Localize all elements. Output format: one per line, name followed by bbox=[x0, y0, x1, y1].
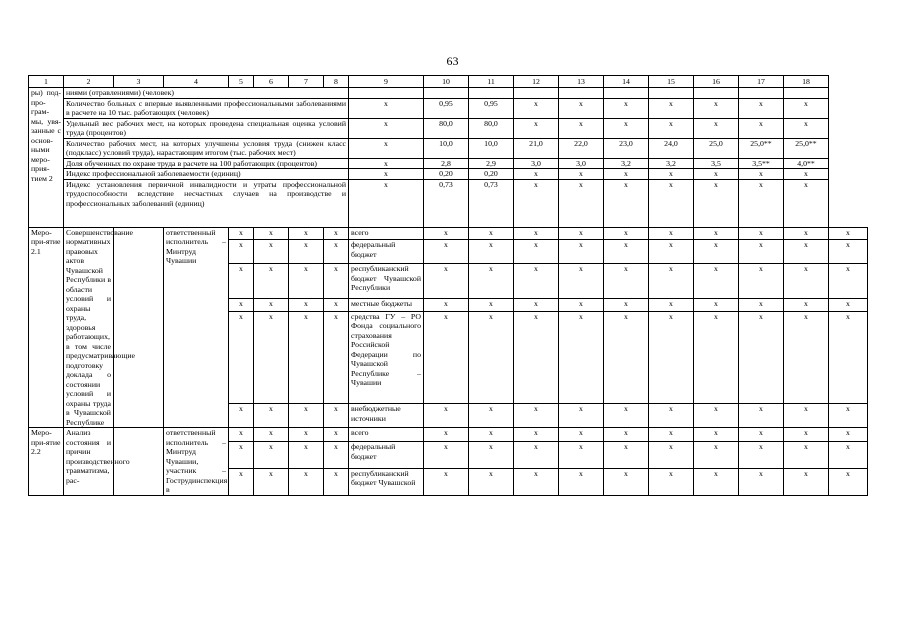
funding-value: x bbox=[739, 227, 784, 240]
indicator-value: x bbox=[739, 179, 784, 227]
indicator-value bbox=[514, 88, 559, 99]
code-cell: x bbox=[229, 264, 254, 299]
indicator-value: x bbox=[739, 118, 784, 138]
funding-value: x bbox=[514, 404, 559, 428]
indicator-row bbox=[29, 98, 868, 118]
indicator-value bbox=[649, 88, 694, 99]
indicator-value: x bbox=[514, 98, 559, 118]
funding-value: x bbox=[604, 428, 649, 442]
funding-value: x bbox=[784, 468, 829, 495]
funding-value: x bbox=[424, 442, 469, 469]
funding-value: x bbox=[829, 404, 868, 428]
code-cell: x bbox=[289, 311, 324, 403]
code-cell: x bbox=[324, 264, 349, 299]
code-cell: x bbox=[229, 442, 254, 469]
funding-row bbox=[29, 428, 868, 442]
funding-source: республиканский бюджет Чувашской bbox=[349, 468, 424, 495]
funding-value: x bbox=[649, 264, 694, 299]
indicator-value: 10,0 bbox=[424, 138, 469, 158]
indicator-value: x bbox=[649, 98, 694, 118]
indicator-value: 0,95 bbox=[469, 98, 514, 118]
header-cell: 15 bbox=[649, 76, 694, 88]
header-cell: 14 bbox=[604, 76, 649, 88]
code-cell: x bbox=[289, 227, 324, 240]
funding-value: x bbox=[784, 227, 829, 240]
header-cell: 1 bbox=[29, 76, 64, 88]
indicator-value: x bbox=[649, 169, 694, 180]
funding-value: x bbox=[829, 428, 868, 442]
indicator-value: x bbox=[559, 179, 604, 227]
funding-value: x bbox=[559, 311, 604, 403]
funding-value: x bbox=[829, 442, 868, 469]
indicator-value: 0,95 bbox=[424, 98, 469, 118]
indicator-value: x bbox=[514, 118, 559, 138]
code-cell: x bbox=[324, 311, 349, 403]
indicator-text: Доля обученных по охране труда в расчете на 100 работающих (процентов) bbox=[64, 158, 349, 169]
funding-value: x bbox=[514, 227, 559, 240]
indicator-value: 25,0** bbox=[784, 138, 829, 158]
funding-value: x bbox=[514, 468, 559, 495]
indicator-value bbox=[694, 88, 739, 99]
indicator-value: x bbox=[649, 179, 694, 227]
funding-value: x bbox=[514, 299, 559, 312]
indicator-value: 21,0 bbox=[514, 138, 559, 158]
indicator-text: Количество больных с впервые выявленными профессиональными заболеваниями в расчете на 10 тыс. работающих (человек) bbox=[64, 98, 349, 118]
indicator-value: x bbox=[349, 118, 424, 138]
code-cell: x bbox=[324, 404, 349, 428]
indicator-value: x bbox=[559, 169, 604, 180]
code-cell: x bbox=[254, 468, 289, 495]
indicator-value: 3,0 bbox=[514, 158, 559, 169]
funding-value: x bbox=[739, 404, 784, 428]
indicator-row bbox=[29, 158, 868, 169]
funding-value: x bbox=[739, 311, 784, 403]
header-cell: 13 bbox=[559, 76, 604, 88]
code-cell: x bbox=[324, 428, 349, 442]
indicator-value: 3,2 bbox=[649, 158, 694, 169]
code-cell: x bbox=[254, 404, 289, 428]
funding-value: x bbox=[649, 404, 694, 428]
funding-value: x bbox=[694, 404, 739, 428]
code-cell: x bbox=[229, 311, 254, 403]
funding-value: x bbox=[694, 264, 739, 299]
funding-value: x bbox=[514, 264, 559, 299]
indicator-value: x bbox=[694, 118, 739, 138]
code-cell: x bbox=[324, 468, 349, 495]
code-cell: x bbox=[289, 442, 324, 469]
indicator-value bbox=[739, 88, 784, 99]
indicator-row bbox=[29, 118, 868, 138]
indicator-text: Индекс профессиональной заболеваемости (единиц) bbox=[64, 169, 349, 180]
indicator-value bbox=[469, 88, 514, 99]
indicator-value: x bbox=[784, 169, 829, 180]
funding-value: x bbox=[559, 428, 604, 442]
funding-source: республиканский бюджет Чувашской Республики bbox=[349, 264, 424, 299]
funding-value: x bbox=[829, 468, 868, 495]
indicator-value: 4,0** bbox=[784, 158, 829, 169]
funding-value: x bbox=[784, 311, 829, 403]
funding-value: x bbox=[784, 442, 829, 469]
funding-value: x bbox=[829, 299, 868, 312]
funding-value: x bbox=[649, 299, 694, 312]
funding-value: x bbox=[649, 468, 694, 495]
funding-value: x bbox=[694, 240, 739, 264]
indicator-value: 0,73 bbox=[424, 179, 469, 227]
funding-value: x bbox=[469, 227, 514, 240]
indicator-value: x bbox=[559, 118, 604, 138]
funding-value: x bbox=[514, 240, 559, 264]
header-cell: 7 bbox=[289, 76, 324, 88]
indicator-value: x bbox=[694, 179, 739, 227]
indicator-value: 0,20 bbox=[424, 169, 469, 180]
funding-source: федеральный бюджет bbox=[349, 240, 424, 264]
funding-value: x bbox=[694, 468, 739, 495]
indicator-value: x bbox=[349, 169, 424, 180]
indicator-value: 23,0 bbox=[604, 138, 649, 158]
indicator-value: x bbox=[604, 179, 649, 227]
code-cell: x bbox=[254, 311, 289, 403]
funding-value: x bbox=[514, 428, 559, 442]
indicator-value: x bbox=[514, 179, 559, 227]
indicator-row bbox=[29, 88, 868, 99]
funding-value: x bbox=[559, 404, 604, 428]
header-cell: 12 bbox=[514, 76, 559, 88]
funding-value: x bbox=[739, 442, 784, 469]
header-cell: 5 bbox=[229, 76, 254, 88]
code-cell: x bbox=[289, 404, 324, 428]
funding-value: x bbox=[469, 311, 514, 403]
code-cell: x bbox=[289, 240, 324, 264]
funding-value: x bbox=[559, 264, 604, 299]
funding-value: x bbox=[514, 311, 559, 403]
indicator-text: Количество рабочих мест, на которых улучшены условия труда (снижен класс (подкласс) условий труда), нарастающим итогом (тыс. рабочих мест) bbox=[64, 138, 349, 158]
funding-source: внебюджетные источники bbox=[349, 404, 424, 428]
program-table bbox=[28, 75, 868, 496]
indicator-value: 10,0 bbox=[469, 138, 514, 158]
funding-value: x bbox=[469, 404, 514, 428]
funding-value: x bbox=[514, 442, 559, 469]
code-cell: x bbox=[254, 442, 289, 469]
indicator-value bbox=[424, 88, 469, 99]
code-cell: x bbox=[324, 299, 349, 312]
indicator-row bbox=[29, 169, 868, 180]
indicator-value bbox=[784, 88, 829, 99]
indicator-row bbox=[29, 179, 868, 227]
code-cell: x bbox=[254, 299, 289, 312]
indicator-value: x bbox=[349, 158, 424, 169]
header-cell: 8 bbox=[324, 76, 349, 88]
header-row bbox=[29, 76, 868, 88]
indicator-value: 25,0 bbox=[694, 138, 739, 158]
indicator-value: x bbox=[739, 169, 784, 180]
funding-value: x bbox=[694, 442, 739, 469]
funding-value: x bbox=[604, 227, 649, 240]
funding-value: x bbox=[784, 299, 829, 312]
funding-value: x bbox=[424, 404, 469, 428]
code-cell: x bbox=[229, 299, 254, 312]
funding-value: x bbox=[604, 240, 649, 264]
funding-value: x bbox=[424, 428, 469, 442]
funding-value: x bbox=[694, 428, 739, 442]
code-cell: x bbox=[229, 428, 254, 442]
funding-value: x bbox=[649, 442, 694, 469]
indicator-value: 0,20 bbox=[469, 169, 514, 180]
header-cell: 6 bbox=[254, 76, 289, 88]
funding-source: всего bbox=[349, 227, 424, 240]
funding-value: x bbox=[784, 428, 829, 442]
funding-value: x bbox=[784, 240, 829, 264]
code-cell: x bbox=[289, 299, 324, 312]
funding-value: x bbox=[469, 428, 514, 442]
header-cell: 3 bbox=[114, 76, 164, 88]
funding-value: x bbox=[559, 299, 604, 312]
code-cell: x bbox=[254, 227, 289, 240]
code-cell: x bbox=[229, 227, 254, 240]
code-cell: x bbox=[289, 428, 324, 442]
event-name: Совершенствование нормативных правовых актов Чувашской Республики в области условий и охраны труда, здоровья работающих, в том числе предусматривающие подготовку доклада о состоянии условий и охраны труда в Чувашской Республике bbox=[64, 227, 114, 428]
indicator-value: x bbox=[604, 118, 649, 138]
funding-source: всего bbox=[349, 428, 424, 442]
indicator-value: x bbox=[514, 169, 559, 180]
indicator-value: 3,0 bbox=[559, 158, 604, 169]
event-executor: ответственный исполнитель – Минтруд Чувашии bbox=[164, 227, 229, 428]
indicator-value: x bbox=[694, 98, 739, 118]
funding-value: x bbox=[739, 240, 784, 264]
indicator-value: x bbox=[349, 138, 424, 158]
indicator-value: 22,0 bbox=[559, 138, 604, 158]
funding-value: x bbox=[784, 264, 829, 299]
funding-value: x bbox=[739, 264, 784, 299]
funding-value: x bbox=[469, 442, 514, 469]
funding-value: x bbox=[559, 240, 604, 264]
funding-value: x bbox=[469, 264, 514, 299]
funding-value: x bbox=[829, 311, 868, 403]
indicator-value: 3,2 bbox=[604, 158, 649, 169]
funding-value: x bbox=[649, 227, 694, 240]
funding-value: x bbox=[829, 264, 868, 299]
funding-value: x bbox=[739, 299, 784, 312]
funding-value: x bbox=[829, 240, 868, 264]
header-cell: 2 bbox=[64, 76, 114, 88]
funding-value: x bbox=[559, 442, 604, 469]
funding-value: x bbox=[694, 311, 739, 403]
funding-source: средства ГУ – РО Фонда социального страхования Российской Федерации по Чувашской Республике – Чувашии bbox=[349, 311, 424, 403]
funding-value: x bbox=[604, 468, 649, 495]
program-label: ры) под-про-грам-мы, увя-занные с основ-ными меро-прия-тием 2 bbox=[29, 88, 64, 228]
code-cell: x bbox=[229, 468, 254, 495]
indicator-text: Индекс установления первичной инвалидности и утраты профессиональной трудоспособности вследствие несчастных случаев на производстве и профессиональных заболеваний (единиц) bbox=[64, 179, 349, 227]
header-cell: 18 bbox=[784, 76, 829, 88]
indicator-text: Удельный вес рабочих мест, на которых проведена специальная оценка условий труда (процентов) bbox=[64, 118, 349, 138]
funding-value: x bbox=[559, 227, 604, 240]
event-goal-cell bbox=[114, 227, 164, 428]
indicator-value: 24,0 bbox=[649, 138, 694, 158]
indicator-value: x bbox=[649, 118, 694, 138]
indicator-value: 2,9 bbox=[469, 158, 514, 169]
header-cell: 9 bbox=[349, 76, 424, 88]
funding-value: x bbox=[469, 240, 514, 264]
funding-value: x bbox=[559, 468, 604, 495]
indicator-value: x bbox=[349, 98, 424, 118]
header-cell: 10 bbox=[424, 76, 469, 88]
indicator-value: x bbox=[784, 179, 829, 227]
funding-value: x bbox=[604, 264, 649, 299]
indicator-value bbox=[559, 88, 604, 99]
indicator-value: 0,73 bbox=[469, 179, 514, 227]
funding-value: x bbox=[424, 299, 469, 312]
funding-value: x bbox=[649, 311, 694, 403]
funding-value: x bbox=[649, 240, 694, 264]
indicator-value bbox=[349, 88, 424, 99]
code-cell: x bbox=[289, 264, 324, 299]
funding-value: x bbox=[694, 299, 739, 312]
funding-value: x bbox=[649, 428, 694, 442]
funding-value: x bbox=[604, 311, 649, 403]
page-number: 63 bbox=[446, 54, 459, 68]
header-cell: 17 bbox=[739, 76, 784, 88]
indicator-value: x bbox=[604, 169, 649, 180]
funding-value: x bbox=[604, 299, 649, 312]
funding-value: x bbox=[469, 299, 514, 312]
event-name: Анализ состояния и причин производственного травматизма, рас- bbox=[64, 428, 114, 496]
event-executor: ответственный исполнитель – Минтруд Чувашии, участник – Гострудинспекция в bbox=[164, 428, 229, 496]
code-cell: x bbox=[324, 442, 349, 469]
funding-value: x bbox=[829, 227, 868, 240]
indicator-value: x bbox=[349, 179, 424, 227]
indicator-row bbox=[29, 138, 868, 158]
funding-value: x bbox=[469, 468, 514, 495]
funding-source: местные бюджеты bbox=[349, 299, 424, 312]
header-cell: 4 bbox=[164, 76, 229, 88]
indicator-text: ниями (отравлениями) (человек) bbox=[64, 88, 349, 99]
header-cell: 16 bbox=[694, 76, 739, 88]
funding-value: x bbox=[739, 468, 784, 495]
event-label: Меро-при-ятие 2.1 bbox=[29, 227, 64, 428]
indicator-value: 80,0 bbox=[424, 118, 469, 138]
funding-value: x bbox=[604, 404, 649, 428]
indicator-value: x bbox=[604, 98, 649, 118]
indicator-value: 25,0** bbox=[739, 138, 784, 158]
funding-value: x bbox=[739, 428, 784, 442]
header-cell: 11 bbox=[469, 76, 514, 88]
indicator-value: x bbox=[784, 98, 829, 118]
indicator-value: 3,5** bbox=[739, 158, 784, 169]
code-cell: x bbox=[254, 264, 289, 299]
funding-value: x bbox=[424, 468, 469, 495]
indicator-value bbox=[604, 88, 649, 99]
code-cell: x bbox=[254, 240, 289, 264]
funding-value: x bbox=[424, 227, 469, 240]
funding-value: x bbox=[424, 311, 469, 403]
code-cell: x bbox=[324, 227, 349, 240]
indicator-value: x bbox=[784, 118, 829, 138]
event-label: Меро-при-ятие 2.2 bbox=[29, 428, 64, 496]
indicator-value: x bbox=[559, 98, 604, 118]
indicator-value: 2,8 bbox=[424, 158, 469, 169]
indicator-value: x bbox=[694, 169, 739, 180]
funding-value: x bbox=[694, 227, 739, 240]
funding-value: x bbox=[784, 404, 829, 428]
funding-value: x bbox=[604, 442, 649, 469]
code-cell: x bbox=[324, 240, 349, 264]
indicator-value: 3,5 bbox=[694, 158, 739, 169]
code-cell: x bbox=[229, 240, 254, 264]
indicator-value: 80,0 bbox=[469, 118, 514, 138]
code-cell: x bbox=[229, 404, 254, 428]
code-cell: x bbox=[289, 468, 324, 495]
funding-value: x bbox=[424, 264, 469, 299]
funding-value: x bbox=[424, 240, 469, 264]
code-cell: x bbox=[254, 428, 289, 442]
funding-row bbox=[29, 227, 868, 240]
funding-source: федеральный бюджет bbox=[349, 442, 424, 469]
indicator-value: x bbox=[739, 98, 784, 118]
